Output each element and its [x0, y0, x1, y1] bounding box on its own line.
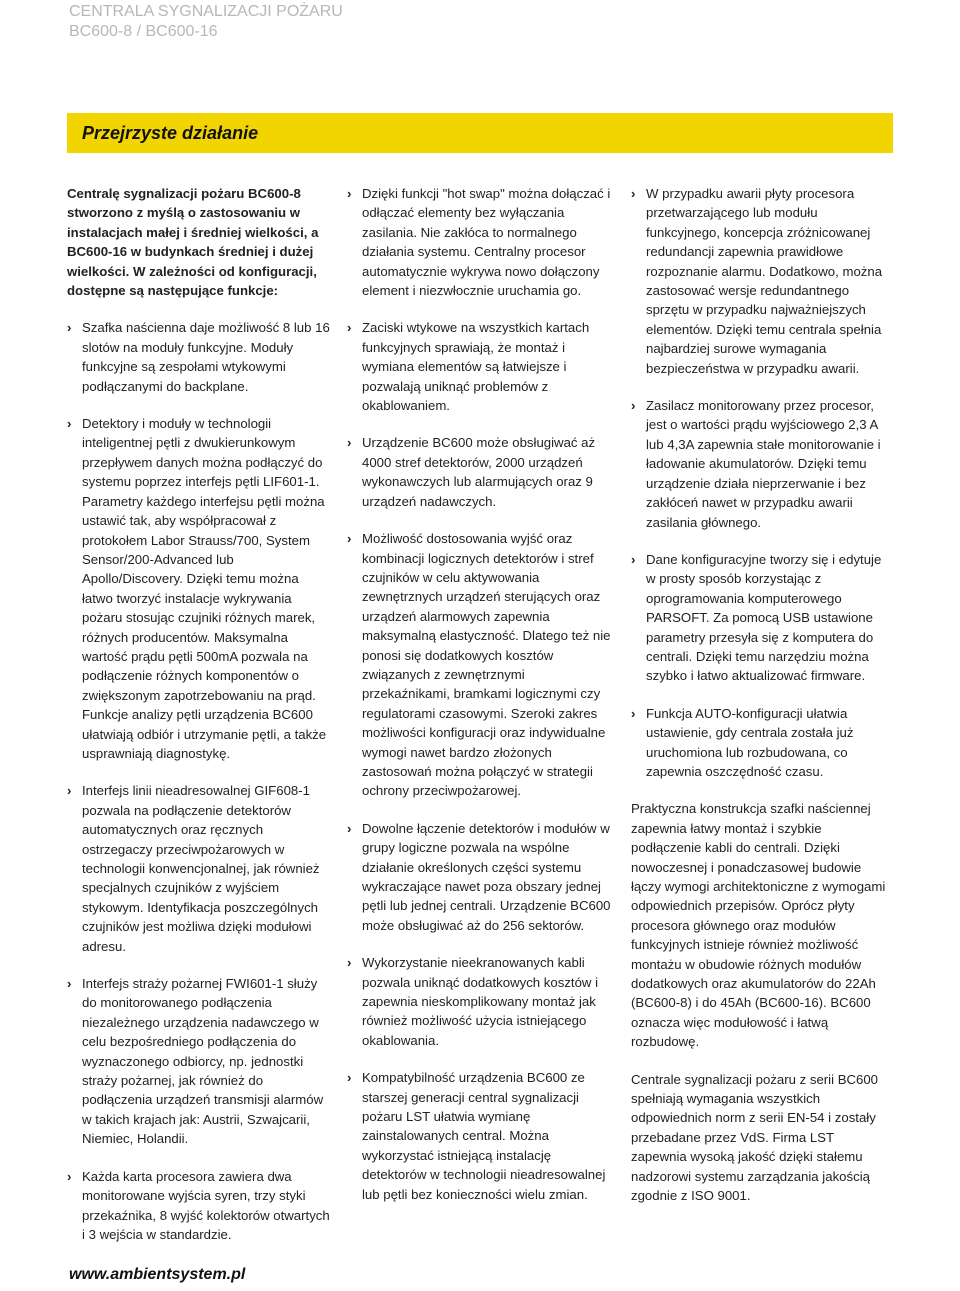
list-item-text: Wykorzystanie nieekranowanych kabli pozwala uniknąć dodatkowych kosztów i zapewnia nieskomplikowany montaż jak również możliwość użycia istniejącego okablowania. — [362, 955, 599, 1048]
list-item — [631, 396, 893, 532]
bullet-icon: › — [347, 435, 352, 451]
header-model: BC600-8 / BC600-16 — [69, 23, 218, 40]
list-item — [347, 529, 615, 801]
section-title: Przejrzyste działanie — [82, 123, 259, 143]
list-item-text: Każda karta procesora zawiera dwa monitorowane wyjścia syren, trzy styki przekaźnika, 8 wyjść kolektorów otwartych i 3 wejścia w standardzie. — [82, 1168, 330, 1242]
bullet-icon: › — [347, 320, 352, 336]
list-item-text: Dowolne łączenie detektorów i modułów w grupy logiczne pozwala na wspólne działanie określonych części systemu wykraczające nawet poza obszary jednej pętli lub jednej centrali. Urządzenie BC600 może obsługiwać aż do 256 sektorów. — [362, 820, 611, 933]
list-item-text: Możliwość dostosowania wyjść oraz kombinacji logicznych detektorów i stref czujników w celu aktywowania zewnętrznych urządzeń sterujących oraz urządzeń alarmowych zapewnia maksymalną elastyczność. Dlatego też nie ponosi się dodatkowych kosztów związanych z zewnętrznymi przekaźnikami, bramkami logicznymi czy regulatorami czasowymi. Szeroki zakres możliwości konfiguracji oraz indywidualne wymogi nawet bardzo złożonych zastosowań można połączyć w strategii ochrony przeciwpożarowej. — [362, 531, 611, 799]
list-item — [347, 318, 615, 415]
list-item-text: W przypadku awarii płyty procesora przetwarzającego lub modułu funkcyjnego, koncepcja zróżnicowanej redundancji zapewnia prawidłowe rozpoznanie alarmu. Dodatkowo, można zastosować wersje redundantnego sprzętu w przypadku najważniejszych elementów. Dzięki temu centrala spełnia najbardziej surowe wymagania bezpieczeństwa w przypadku awarii. — [646, 186, 883, 376]
list-item-text: Dzięki funkcji "hot swap" można dołączać i odłączać elementy bez wyłączania zasilania. Nie zakłóca to normalnego działania systemu. Centralny procesor automatycznie wykrywa nowo dołączony element i niezwłocznie uruchamia go. — [362, 186, 611, 299]
list-item-text: Funkcja AUTO-konfiguracji ułatwia ustawienie, gdy centrala została już uruchomiona lub rozbudowana, co zapewnia oszczędność czasu. — [646, 705, 854, 779]
list-item-text: Dane konfiguracyjne tworzy się i edytuje w prosty sposób korzystając z oprogramowania komputerowego PARSOFT. Za pomocą USB ustawione parametry przesyła się z komputera do centrali. Dzięki temu narzędziu można szybko i łatwo aktualizować firmware. — [646, 551, 882, 684]
body-paragraph: Centrale sygnalizacji pożaru z serii BC600 spełniają wymagania wszystkich odpowiednich norm z serii EN-54 i zostały przebadane przez VdS. Firma LST zapewnia wysoką jakość dzięki stałemu nadzorowi systemu zarządzania jakością zgodnie z ISO 9001. — [631, 1071, 879, 1204]
bullet-icon: › — [631, 398, 636, 414]
list-item — [631, 704, 893, 782]
bullet-icon: › — [631, 705, 636, 721]
list-item-text: Szafka naścienna daje możliwość 8 lub 16 slotów na moduły funkcyjne. Moduły funkcyjne są zespołami wtykowymi podłączanymi do backplane. — [82, 320, 330, 394]
list-item — [347, 1068, 615, 1204]
list-item — [347, 819, 615, 935]
footer-website-link[interactable]: www.ambientsystem.pl — [69, 1266, 246, 1283]
bullet-icon: › — [67, 1168, 72, 1184]
list-item — [67, 414, 333, 763]
bullet-icon: › — [67, 976, 72, 992]
list-item-text: Zaciski wtykowe na wszystkich kartach funkcyjnych sprawiają, że montaż i wymiana elementów są łatwiejsze i pozwalają uniknąć problemów z okablowaniem. — [362, 320, 590, 414]
list-item — [347, 184, 615, 300]
list-item-text: Urządzenie BC600 może obsługiwać aż 4000 stref detektorów, 2000 urządzeń wykonawczych lub alarmujących oraz 9 urządzeń nadawczych. — [362, 435, 596, 509]
list-item-text: Interfejs straży pożarnej FWI601-1 służy do monitorowanego podłączenia niezależnego urządzenia nadawczego w celu bezpośredniego podłączenia do wyznaczonego odbiorcy, np. jednostki straży pożarnej, jak również do podłączenia urządzeń transmisji alarmów w takich krajach jak: Austrii, Szwajcarii, Niemiec, Holandii. — [82, 976, 324, 1147]
column-2 — [347, 184, 615, 1222]
bullet-icon: › — [631, 186, 636, 201]
bullet-icon: › — [631, 551, 636, 567]
bullet-icon: › — [347, 1070, 352, 1086]
bullet-icon: › — [67, 416, 72, 432]
list-item-text: Detektory i moduły w technologii inteligentnej pętli z dwukierunkowym przepływem danych można podłączyć do systemu poprzez interfejs pętli LIF601-1. Parametry każdego interfejsu pętli można ustawić tak, aby współpracował z protokołem Labor Strauss/700, System Sensor/200-Advanced lub Apollo/Discovery. Dzięki temu można łatwo tworzyć instalacje wykrywania pożaru stosując czujniki różnych marek, różnych producentów. Maksymalna wartość prądu pętli 500mA pozwala na podłączenie różnych komponentów o zwiększonym zapotrzebowaniu na prąd. Funkcje analizy pętli urządzenia BC600 ułatwiają odbiór i utrzymanie pętli, a także usprawniają diagnostykę. — [82, 416, 327, 761]
bullet-icon: › — [67, 783, 72, 799]
list-item — [67, 781, 333, 956]
list-item — [67, 318, 333, 396]
list-item-text: Interfejs linii nieadresowalnej GIF608-1 pozwala na podłączenie detektorów automatycznych oraz ręcznych ostrzegaczy przeciwpożarowych w technologii konwencjonalnej, jak również specjalnych czujników z wyjściem stykowym. Identyfikacja poszczególnych czujników jest możliwa dzięki modułowi adresu. — [82, 783, 320, 954]
list-item — [67, 974, 333, 1149]
bullet-icon: › — [67, 320, 72, 336]
column-3 — [631, 184, 893, 1224]
list-item-text: Kompatybilność urządzenia BC600 ze starszej generacji central sygnalizacji pożaru LST ułatwia wymianę zainstalowanych central. Można wykorzystać istniejącą instalację detektorów w technologii nieadresowalnej lub pętli bez konieczności wielu zmian. — [362, 1070, 606, 1202]
list-item — [631, 550, 893, 686]
page-header — [69, 2, 343, 42]
list-item — [347, 953, 615, 1050]
list-item — [631, 184, 893, 378]
body-paragraph: Praktyczna konstrukcja szafki naściennej zapewnia łatwy montaż i szybkie podłączenie kabli do centrali. Dzięki nowoczesnej i ponadczasowej budowie łączy wymogi architektoniczne z wymogami odpowiednich przepisów. Oprócz płyty procesora głównego oraz modułów funkcyjnych istnieje również możliwość montażu w obudowie różnych modułów dodatkowych oraz akumulatorów do 22Ah (BC600-8) i do 45Ah (BC600-16). BC600 oznacza więc modułowość i łatwą rozbudowę. — [631, 801, 886, 1050]
bullet-icon: › — [347, 820, 352, 836]
list-item — [347, 433, 615, 511]
bullet-icon: › — [347, 186, 352, 201]
header-title: CENTRALA SYGNALIZACJI POŻARU — [69, 3, 343, 20]
column-1 — [67, 184, 333, 1262]
bullet-icon: › — [347, 955, 352, 971]
intro-paragraph: Centralę sygnalizacji pożaru BC600-8 stworzono z myślą o zastosowaniu w instalacjach małej i średniej wielkości, a BC600-16 w budynkach średniej i dużej wielkości. W zależności od konfiguracji, dostępne są następujące funkcje: — [67, 186, 319, 299]
section-banner — [67, 113, 893, 153]
list-item — [67, 1167, 333, 1245]
list-item-text: Zasilacz monitorowany przez procesor, jest o wartości prądu wyjściowego 2,3 A lub 4,3A zapewnia stałe monitorowanie i ładowanie akumulatorów. Dzięki temu urządzenie działa nieprzerwanie i bez zakłóceń nawet w przypadku awarii zasilania głównego. — [646, 398, 881, 530]
bullet-icon: › — [347, 531, 352, 547]
